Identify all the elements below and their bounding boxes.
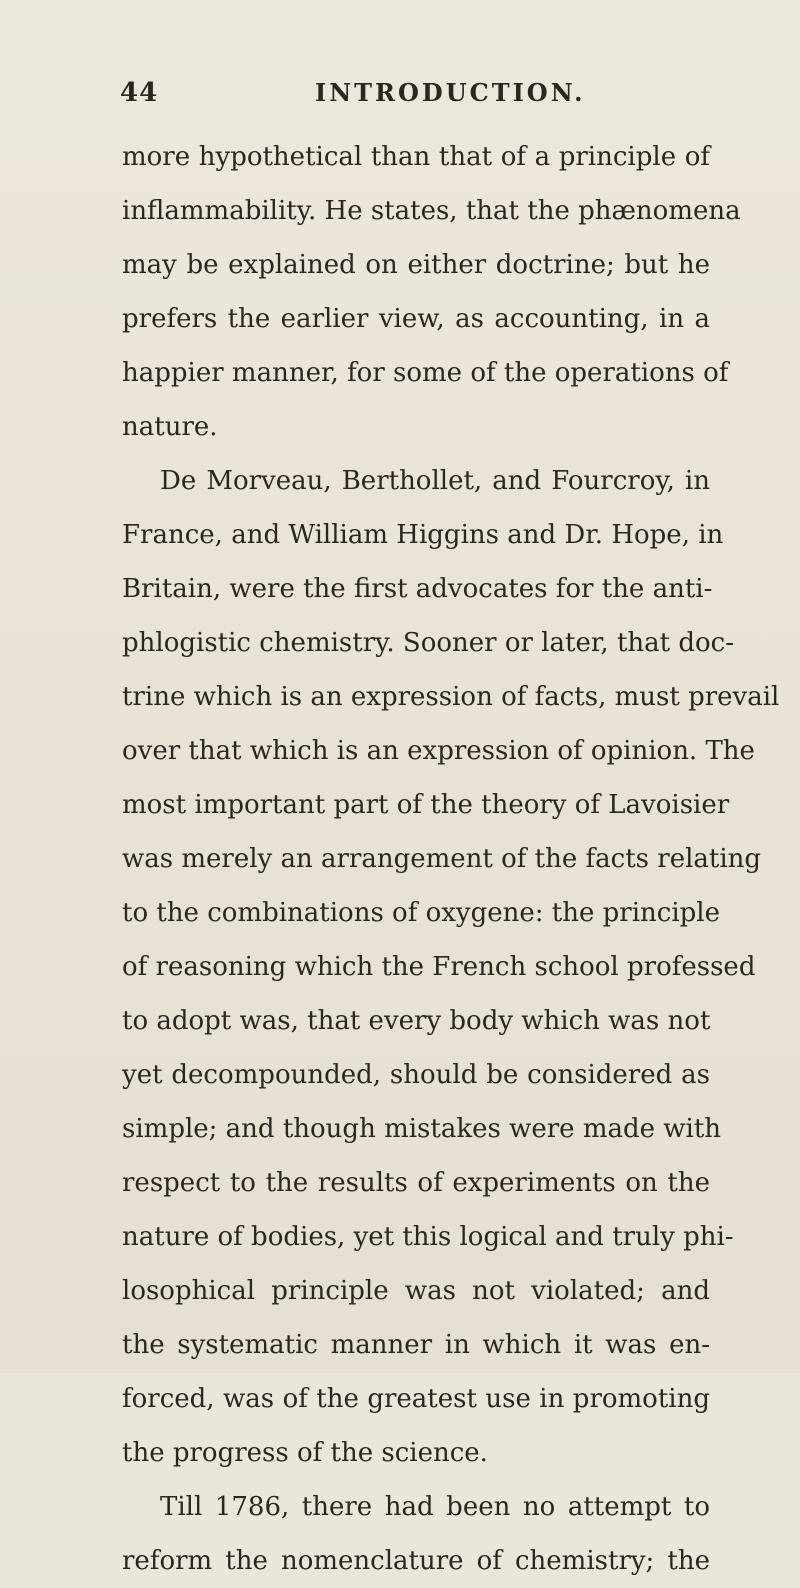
text-line: reform the nomenclature of chemistry; the <box>122 1546 710 1576</box>
text-line: respect to the results of experiments on the <box>122 1168 710 1198</box>
text-line: simple; and though mistakes were made with <box>122 1114 722 1144</box>
text-line: most important part of the theory of Lavoisier <box>122 790 730 820</box>
text-line: trine which is an expression of facts, must prevail <box>122 682 780 712</box>
text-line: prefers the earlier view, as accounting, in a <box>122 304 710 334</box>
text-line: over that which is an expression of opinion. The <box>122 736 755 766</box>
text-line: was merely an arrangement of the facts relating <box>122 844 762 874</box>
text-line: may be explained on either doctrine; but he <box>122 250 710 280</box>
text-line: Till 1786, there had been no attempt to <box>160 1492 710 1522</box>
text-line: forced, was of the greatest use in promoting <box>122 1384 710 1414</box>
text-line: nature of bodies, yet this logical and truly phi- <box>122 1222 734 1252</box>
running-head <box>120 78 740 114</box>
text-line: nature. <box>122 412 218 442</box>
text-line: losophical principle was not violated; and <box>122 1276 710 1306</box>
text-line: yet decompounded, should be considered as <box>122 1060 710 1090</box>
text-line: phlogistic chemistry. Sooner or later, that doc- <box>122 628 734 658</box>
text-line: of reasoning which the French school professed <box>122 952 756 982</box>
text-line: to the combinations of oxygene: the principle <box>122 898 720 928</box>
text-line: inflammability. He states, that the phænomena <box>122 196 741 226</box>
text-line: the systematic manner in which it was en- <box>122 1330 710 1360</box>
running-title: INTRODUCTION. <box>315 78 586 107</box>
text-line: happier manner, for some of the operations of <box>122 358 729 388</box>
text-line: De Morveau, Berthollet, and Fourcroy, in <box>160 466 710 496</box>
text-line: France, and William Higgins and Dr. Hope, in <box>122 520 724 550</box>
body-text <box>122 130 780 1588</box>
text-line: more hypothetical than that of a principle of <box>122 142 710 172</box>
page-number: 44 <box>120 78 159 108</box>
text-line: to adopt was, that every body which was not <box>122 1006 711 1036</box>
text-line: the progress of the science. <box>122 1438 488 1468</box>
text-line: Britain, were the first advocates for the anti- <box>122 574 713 604</box>
